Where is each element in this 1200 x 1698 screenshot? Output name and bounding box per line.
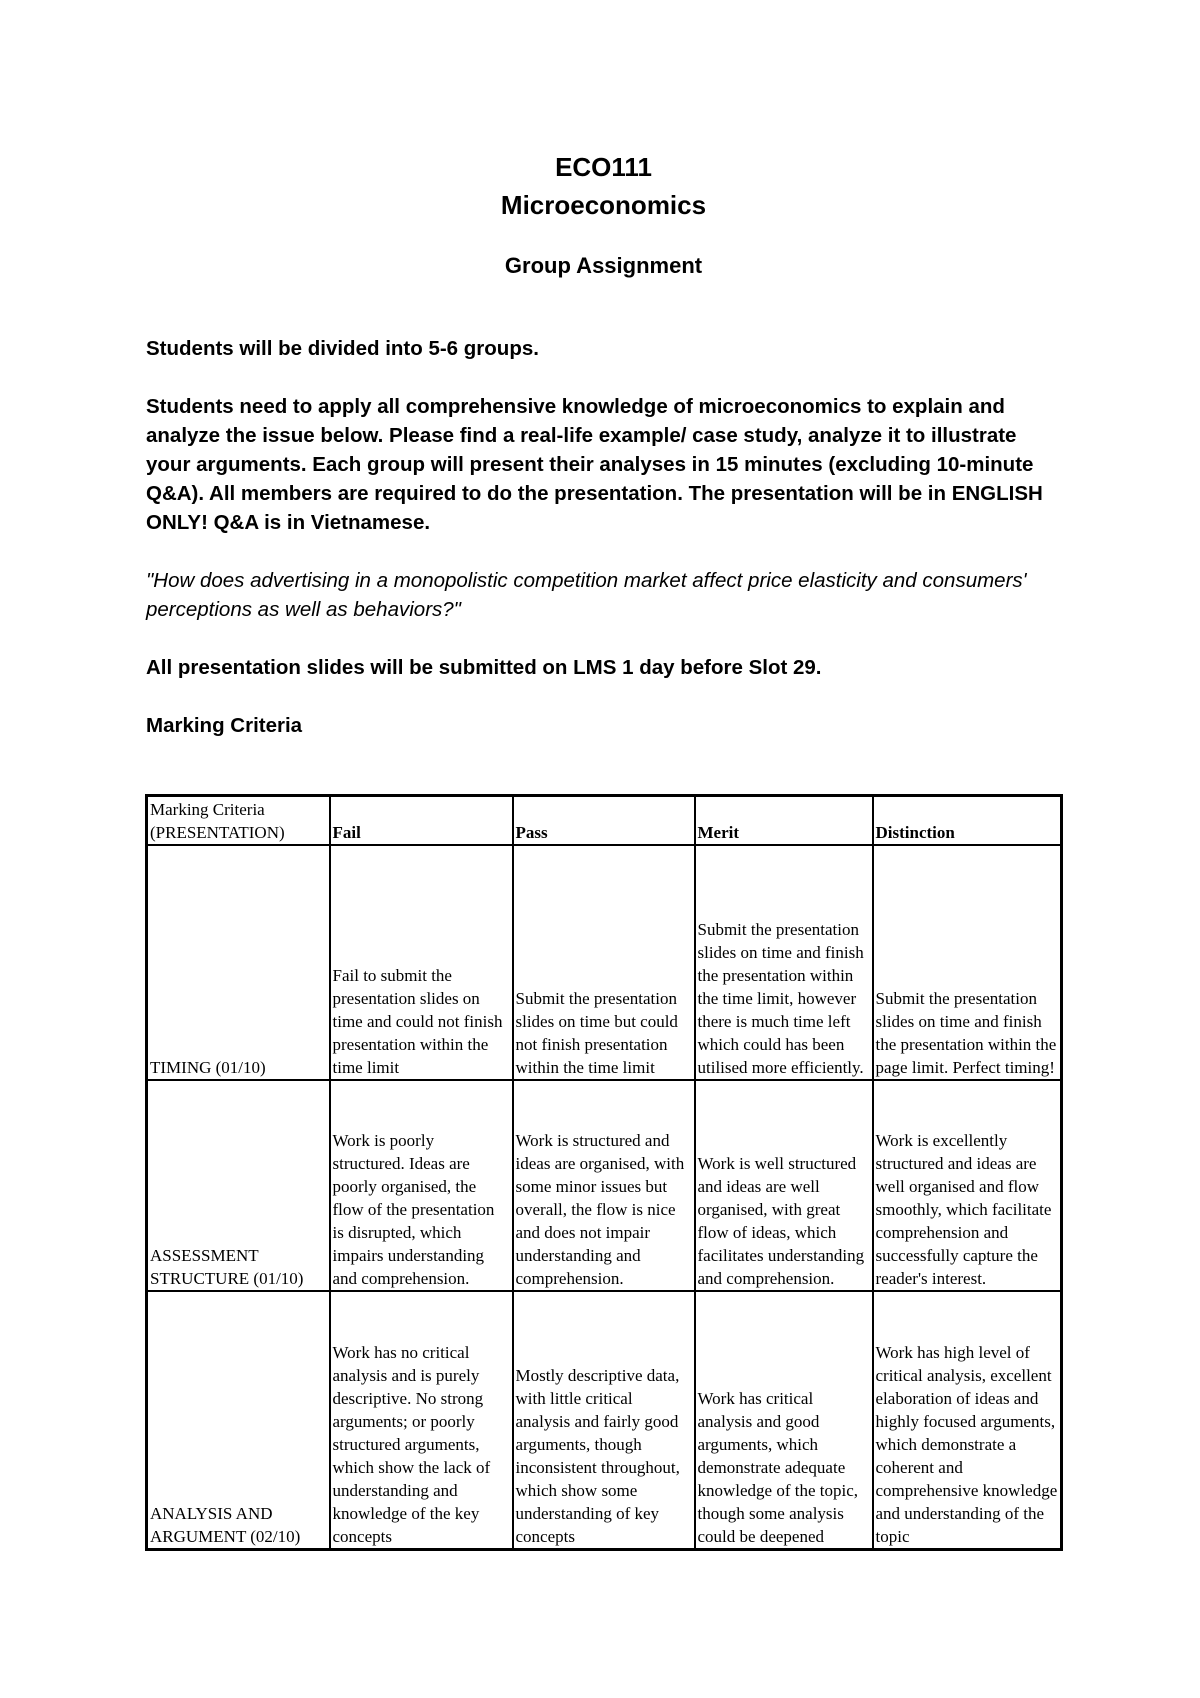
distinction-cell: Submit the presentation slides on time and finish the presentation within the page limit. Perfect timing! [873,845,1062,1080]
merit-cell: Work has critical analysis and good arguments, which demonstrate adequate knowledge of the topic, though some analysis could be deepened [695,1291,873,1550]
assignment-title: Group Assignment [504,253,703,278]
header-merit: Merit [695,796,873,846]
table-header-row [147,796,1062,846]
header-fail: Fail [330,796,513,846]
table-row [147,1291,1062,1550]
pass-cell: Mostly descriptive data, with little critical analysis and fairly good arguments, though inconsistent throughout, which show some understanding of key concepts [513,1291,695,1550]
fail-cell: Work is poorly structured. Ideas are poorly organised, the flow of the presentation is disrupted, which impairs understanding and comprehension. [330,1080,513,1291]
distinction-cell: Work is excellently structured and ideas are well organised and flow smoothly, which facilitate comprehension and successfully capture the reader's interest. [873,1080,1062,1291]
criterion-cell: TIMING (01/10) [147,845,330,1080]
marking-criteria-heading: Marking Criteria [146,714,303,737]
fail-cell: Fail to submit the presentation slides on time and could not finish presentation within the time limit [330,845,513,1080]
pass-cell: Work is structured and ideas are organised, with some minor issues but overall, the flow is nice and does not impair understanding and comprehension. [513,1080,695,1291]
document-page [146,148,1061,740]
criterion-cell: ASSESSMENT STRUCTURE (01/10) [147,1080,330,1291]
criterion-cell: ANALYSIS AND ARGUMENT (02/10) [147,1291,330,1550]
instructions-paragraph: Students need to apply all comprehensive knowledge of microeconomics to explain and analyze the issue below. Please find a real-life example/ case study, analyze it to illustrate your arguments. Each group will present their analyses in 15 minutes (excluding 10-minute Q&A). All members are required to do the presentation. The presentation will be in ENGLISH ONLY! Q&A is in Vietnamese. [146,395,1043,534]
pass-cell: Submit the presentation slides on time but could not finish presentation within the time limit [513,845,695,1080]
header-criteria: Marking Criteria (PRESENTATION) [147,796,330,846]
merit-cell: Submit the presentation slides on time and finish the presentation within the time limit, however there is much time left which could has been utilised more efficiently. [695,845,873,1080]
table-row [147,845,1062,1080]
fail-cell: Work has no critical analysis and is purely descriptive. No strong arguments; or poorly structured arguments, which show the lack of understanding and knowledge of the key concepts [330,1291,513,1550]
submission-paragraph: All presentation slides will be submitted on LMS 1 day before Slot 29. [146,656,822,679]
header-pass: Pass [513,796,695,846]
merit-cell: Work is well structured and ideas are well organised, with great flow of ideas, which facilitates understanding and comprehension. [695,1080,873,1291]
marking-criteria-table [145,794,1063,1551]
course-name: Microeconomics [500,190,707,220]
header-distinction: Distinction [873,796,1062,846]
distinction-cell: Work has high level of critical analysis, excellent elaboration of ideas and highly focused arguments, which demonstrate a coherent and comprehensive knowledge and understanding of the topic [873,1291,1062,1550]
research-question: "How does advertising in a monopolistic competition market affect price elasticity and consumers' perceptions as well as behaviors?" [146,569,1027,621]
groups-paragraph: Students will be divided into 5-6 groups. [146,337,539,360]
table-row [147,1080,1062,1291]
course-code: ECO111 [555,152,652,182]
